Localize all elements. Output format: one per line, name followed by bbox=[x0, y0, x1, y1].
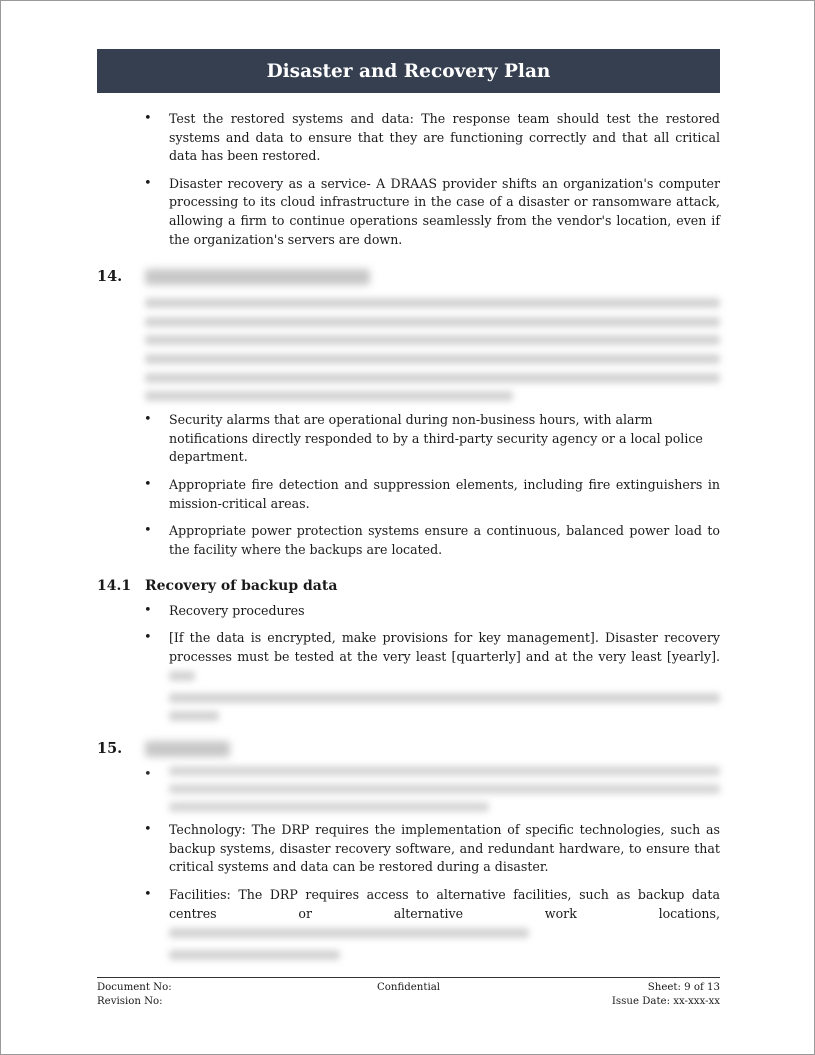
document-body bbox=[97, 110, 720, 969]
redacted-text bbox=[169, 693, 720, 703]
list-item-text: Facilities: The DRP requires access to alternative facilities, such as backup data centres or alternative work locations, bbox=[169, 887, 720, 921]
list-item: • Test the restored systems and data: The response team should test the restored systems and data to ensure that they are functioning correctly and that all critical data has been restored. bbox=[97, 110, 720, 166]
list-item bbox=[97, 886, 720, 960]
redacted-text bbox=[169, 784, 720, 794]
redacted-heading bbox=[145, 741, 230, 757]
section14-bullet-list bbox=[97, 411, 720, 559]
document-title: Disaster and Recovery Plan bbox=[266, 60, 551, 82]
list-item: • Technology: The DRP requires the implementation of specific technologies, such as backup systems, disaster recovery software, and redundant hardware, to ensure that critical systems and data can be restored during a disaster. bbox=[97, 821, 720, 877]
footer-divider bbox=[97, 977, 720, 978]
section-15-heading bbox=[97, 736, 720, 762]
section-number: 15. bbox=[97, 739, 123, 757]
redacted-text bbox=[169, 928, 529, 938]
list-item-text: [If the data is encrypted, make provisions for key management]. Disaster recovery processes must be tested at the very least [quarterly] and at the very least [yearly]. bbox=[169, 630, 720, 665]
redacted-text bbox=[169, 711, 219, 721]
list-item-redacted bbox=[97, 766, 720, 812]
redacted-text bbox=[169, 671, 195, 681]
list-item: • Appropriate fire detection and suppression elements, including fire extinguishers in mission-critical areas. bbox=[97, 476, 720, 513]
section-number: 14. bbox=[97, 267, 123, 285]
list-item bbox=[97, 629, 720, 721]
section-14-heading bbox=[97, 264, 720, 290]
list-item: • Security alarms that are operational during non-business hours, with alarm notifications directly responded to by a third-party security agency or a local police department. bbox=[97, 411, 720, 467]
list-item: • Disaster recovery as a service- A DRAAS provider shifts an organization's computer processing to its cloud infrastructure in the case of a disaster or ransomware attack, allowing a firm to continue operations seamlessly from the vendor's location, even if the organization's servers are down. bbox=[97, 175, 720, 249]
document-number-label: Document No: bbox=[97, 982, 172, 993]
subsection-title: Recovery of backup data bbox=[145, 578, 338, 595]
section14-1-bullet-list bbox=[97, 602, 720, 721]
redacted-text bbox=[169, 802, 489, 812]
subsection-14-1-heading bbox=[97, 577, 720, 596]
subsection-number: 14.1 bbox=[97, 578, 132, 595]
redacted-paragraph bbox=[145, 298, 720, 401]
confidential-label: Confidential bbox=[376, 982, 441, 993]
redacted-text bbox=[169, 950, 340, 960]
issue-date: Issue Date: xx-xxx-xx bbox=[611, 996, 720, 1007]
list-item: • Recovery procedures bbox=[97, 602, 720, 621]
redacted-heading bbox=[145, 269, 370, 285]
revision-number-label: Revision No: bbox=[97, 996, 163, 1007]
document-footer bbox=[97, 981, 720, 1009]
section15-bullet-list bbox=[97, 766, 720, 960]
section13-bullet-list bbox=[97, 110, 720, 249]
sheet-number: Sheet: 9 of 13 bbox=[647, 982, 720, 993]
list-item: • Appropriate power protection systems ensure a continuous, balanced power load to the facility where the backups are located. bbox=[97, 522, 720, 559]
document-header bbox=[97, 49, 720, 93]
redacted-text bbox=[169, 766, 720, 776]
